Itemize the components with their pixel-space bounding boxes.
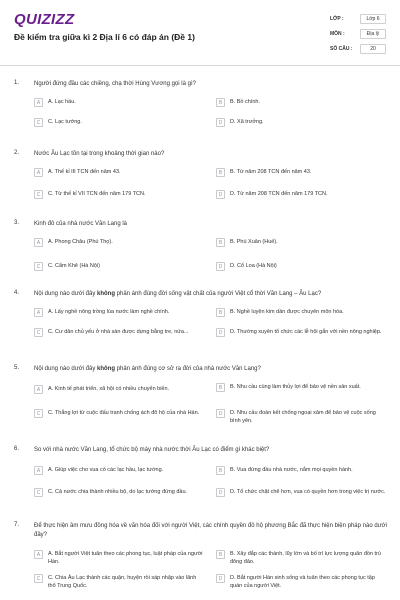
option-letter: B xyxy=(216,238,225,247)
option-letter: B xyxy=(216,168,225,177)
option-letter: D xyxy=(216,574,225,583)
option-a[interactable] xyxy=(34,168,204,177)
question-number: 3. xyxy=(14,220,20,226)
option-text: A. Lạc hầu. xyxy=(48,99,76,105)
option-text: C. Từ thế kỉ VII TCN đến năm 179 TCN. xyxy=(48,191,146,197)
option-letter: C xyxy=(34,262,43,271)
option-text: A. Lấy nghề nông trồng lúa nước làm nghề chính. xyxy=(48,309,170,315)
option-d[interactable] xyxy=(216,574,386,590)
option-letter: B xyxy=(216,383,225,392)
worksheet-title: Đề kiểm tra giữa kì 2 Địa lí 6 có đáp án (Đề 1) xyxy=(14,32,195,42)
option-letter: B xyxy=(216,466,225,475)
worksheet-meta xyxy=(330,11,390,56)
option-a[interactable] xyxy=(34,550,204,566)
option-text: D. Cổ Loa (Hà Nội) xyxy=(230,263,277,269)
meta-value: Địa lý xyxy=(360,29,386,39)
option-d[interactable] xyxy=(216,190,386,199)
option-text: B. Xây đắp các thành, lũy lớn và bố trí lực lượng quân đồn trú đông đảo. xyxy=(230,551,381,565)
option-text: B. Bồ chính. xyxy=(230,99,260,105)
meta-row-subject xyxy=(330,26,390,41)
option-letter: A xyxy=(34,308,43,317)
option-letter: A xyxy=(34,168,43,177)
option-letter: C xyxy=(34,190,43,199)
option-text: C. Thắng lợi từ cuộc đấu tranh chống ách đô hộ của nhà Hán. xyxy=(48,410,200,416)
option-letter: C xyxy=(34,409,43,418)
question-number: 7. xyxy=(14,522,20,528)
option-text: A. Bắt người Việt tuân theo các phong tục, luật pháp của người Hán. xyxy=(48,551,203,565)
meta-row-question-count xyxy=(330,41,390,56)
worksheet-header xyxy=(0,0,400,66)
option-text: D. Tổ chức chặt chẽ hơn, vua có quyền hơn trong việc trị nước. xyxy=(230,489,386,495)
option-letter: D xyxy=(216,409,225,418)
question-text-part: Nội dung nào dưới đây xyxy=(34,366,97,372)
quizizz-logo[interactable]: QUIZIZZ xyxy=(14,11,75,28)
option-text: C. Chia Âu Lạc thành các quận, huyện rồi sáp nhập vào lãnh thổ Trung Quốc. xyxy=(48,575,197,589)
option-text: B. Vua đứng đầu nhà nước, nắm mọi quyền hành. xyxy=(230,467,353,473)
option-text: C. Cư dân chủ yếu ở nhà sàn được dựng bằng tre, nứa... xyxy=(48,329,189,335)
option-b[interactable] xyxy=(216,98,386,107)
option-b[interactable] xyxy=(216,238,386,247)
question-number: 2. xyxy=(14,150,20,156)
option-d[interactable] xyxy=(216,328,386,337)
meta-label: LỚP : xyxy=(330,15,344,22)
option-letter: A xyxy=(34,385,43,394)
option-c[interactable] xyxy=(34,574,204,590)
option-letter: C xyxy=(34,488,43,497)
option-letter: C xyxy=(34,328,43,337)
option-a[interactable] xyxy=(34,308,204,317)
option-b[interactable] xyxy=(216,550,386,566)
question-text xyxy=(34,290,389,299)
option-d[interactable] xyxy=(216,488,386,497)
question-text: Nước Âu Lạc tồn tại trong khoảng thời gian nào? xyxy=(34,151,165,157)
option-letter: A xyxy=(34,238,43,247)
option-text: A. Phong Châu (Phú Thọ). xyxy=(48,239,113,245)
option-d[interactable] xyxy=(216,409,386,425)
option-text: C. Cẩm Khê (Hà Nội) xyxy=(48,263,100,269)
question-text: Người đứng đầu các chiềng, chạ thời Hùng Vương gọi là gì? xyxy=(34,81,196,87)
option-letter: B xyxy=(216,550,225,559)
option-c[interactable] xyxy=(34,190,204,199)
question-text-part: phản ánh đúng cơ sở ra đời của nhà nước Văn Lang? xyxy=(115,366,261,372)
option-text: D. Xã trưởng. xyxy=(230,119,264,125)
question-text xyxy=(34,365,389,374)
option-text: D. Bắt người Hán sinh sống và tuân theo các phong tục tập quán của người Việt. xyxy=(230,575,375,589)
option-a[interactable] xyxy=(34,238,204,247)
option-b[interactable] xyxy=(216,383,386,392)
option-d[interactable] xyxy=(216,118,386,127)
option-text: B. Nhu cầu cùng làm thủy lợi để bảo vệ nền sản xuất. xyxy=(230,384,361,390)
meta-label: SỐ CÂU : xyxy=(330,45,353,52)
question-number: 5. xyxy=(14,365,20,371)
option-letter: B xyxy=(216,308,225,317)
option-c[interactable] xyxy=(34,118,204,127)
option-letter: D xyxy=(216,328,225,337)
option-letter: A xyxy=(34,550,43,559)
option-letter: D xyxy=(216,262,225,271)
option-b[interactable] xyxy=(216,308,386,317)
option-text: B. Nghề luyện kim dần được chuyên môn hóa. xyxy=(230,309,344,315)
option-letter: D xyxy=(216,118,225,127)
question-text-part: phản ánh đúng đời sống vật chất của người Việt cổ thời Văn Lang – Âu Lạc? xyxy=(115,291,322,297)
option-letter: C xyxy=(34,118,43,127)
question-text: Để thực hiện âm mưu đồng hóa về văn hóa đối với người Việt, các chính quyền đô hộ phương Bắc đã thực hiện biện pháp nào dưới đây? xyxy=(34,523,387,538)
meta-row-grade xyxy=(330,11,390,26)
meta-value: 20 xyxy=(360,44,386,54)
option-d[interactable] xyxy=(216,262,386,271)
question-text-part: Nội dung nào dưới đây xyxy=(34,291,97,297)
option-text: D. Từ năm 208 TCN đến năm 179 TCN. xyxy=(230,191,328,197)
option-text: B. Từ năm 208 TCN đến năm 43. xyxy=(230,169,312,175)
question-number: 4. xyxy=(14,290,20,296)
option-a[interactable] xyxy=(34,466,204,475)
meta-label: MÔN : xyxy=(330,30,345,37)
option-b[interactable] xyxy=(216,168,386,177)
option-text: C. Cả nước chia thành nhiều bộ, do lạc tướng đứng đầu. xyxy=(48,489,188,495)
option-letter: C xyxy=(34,574,43,583)
option-a[interactable] xyxy=(34,98,204,107)
option-c[interactable] xyxy=(34,262,204,271)
option-c[interactable] xyxy=(34,488,204,497)
option-letter: A xyxy=(34,98,43,107)
question-text-emphasis: không xyxy=(97,366,115,372)
option-text: C. Lạc tướng. xyxy=(48,119,82,125)
meta-value: Lớp 6 xyxy=(360,14,386,24)
option-letter: D xyxy=(216,190,225,199)
option-c[interactable] xyxy=(34,409,204,418)
option-text: B. Phú Xuân (Huế). xyxy=(230,239,278,245)
question-text-emphasis: không xyxy=(97,291,115,297)
option-text: A. Kinh tế phát triển, xã hội có nhiều chuyển biến. xyxy=(48,386,170,392)
question-text: Kinh đô của nhà nước Văn Lang là xyxy=(34,221,128,227)
option-text: D. Thường xuyên tổ chức các lễ hội gắn với nền nông nghiệp. xyxy=(230,329,382,335)
option-text: A. Giúp việc cho vua có các lạc hầu, lạc tướng. xyxy=(48,467,164,473)
option-a[interactable] xyxy=(34,385,204,394)
question-number: 6. xyxy=(14,446,20,452)
question-number: 1. xyxy=(14,80,20,86)
option-text: A. Thế kỉ III TCN đến năm 43. xyxy=(48,169,121,175)
option-letter: D xyxy=(216,488,225,497)
option-b[interactable] xyxy=(216,466,386,475)
question-text: So với nhà nước Văn Lang, tổ chức bộ máy nhà nước thời Âu Lạc có điểm gì khác biệt? xyxy=(34,447,270,453)
option-c[interactable] xyxy=(34,328,204,337)
option-letter: A xyxy=(34,466,43,475)
option-letter: B xyxy=(216,98,225,107)
option-text: D. Nhu cầu đoàn kết chống ngoại xâm để bảo vệ cuộc sống bình yên. xyxy=(230,410,376,424)
